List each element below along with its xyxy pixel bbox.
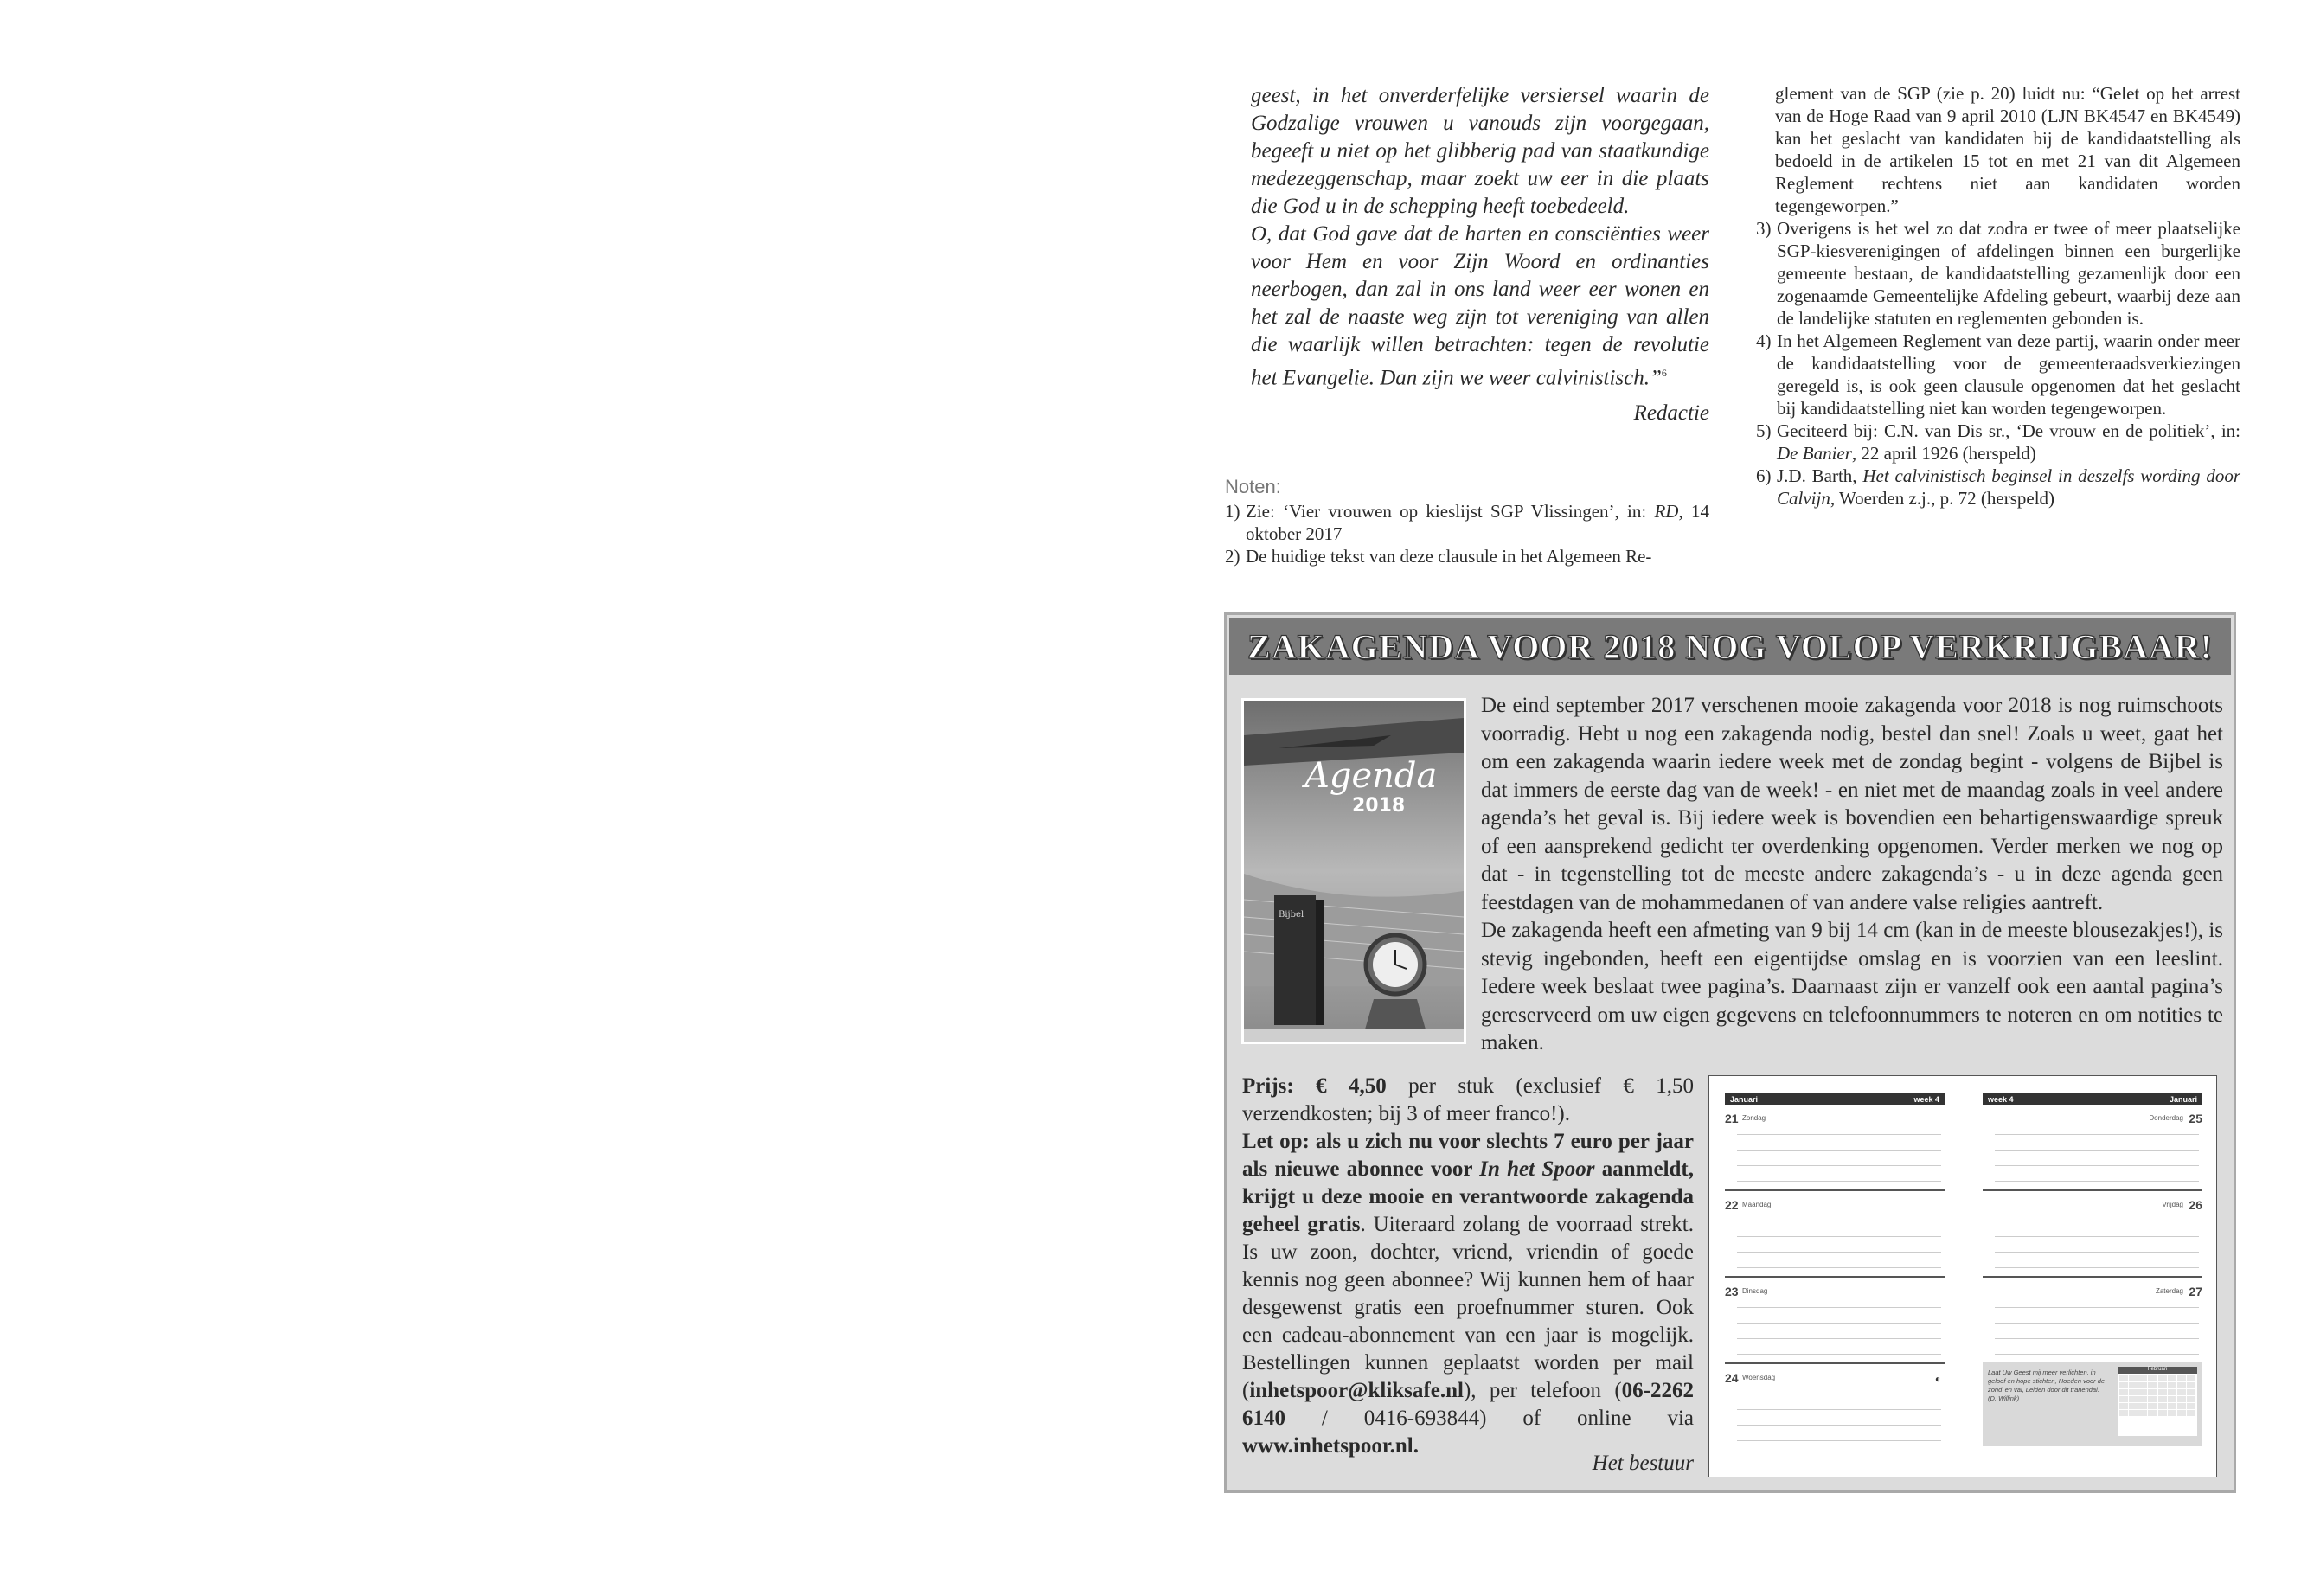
- ad-price: Prijs: € 4,50 per stuk (exclusief € 1,50 verzendkosten; bij 3 of meer franco!).: [1242, 1074, 1694, 1125]
- ad-title: ZAKAGENDA VOOR 2018 NOG VOLOP VERKRIJGBAAR!: [1247, 626, 2213, 666]
- ad-paragraph-2: De zakagenda heeft een afmeting van 9 bij 14 cm (kan in de meeste blousezakjes!), is stevig ingebonden, heeft een eigentijdse omslag en is voorzien van een leeslint. Iedere week beslaat twee pagina’s. Daarnaast zijn er vanzelf ook een aantal pagina’s gereserveerd om uw eigen gegevens en telefoonnummers te noteren en om notities te maken.: [1481, 919, 2223, 1054]
- ad-website[interactable]: www.inhetspoor.nl.: [1242, 1434, 1419, 1458]
- ad-phone: 06-2262 6140: [1242, 1379, 1694, 1430]
- spread-right-header: week 4 Januari: [1983, 1093, 2202, 1105]
- day-wednesday: 24 Woensdag ◐: [1725, 1364, 1945, 1449]
- ad-intro-text: [1481, 692, 2223, 1058]
- day-monday: 22 Maandag: [1725, 1191, 1945, 1278]
- cover-year: 2018: [1352, 795, 1406, 817]
- mini-calendar: [2118, 1367, 2197, 1436]
- note-6: 6) J.D. Barth, Het calvinistisch beginsel in deszelfs wording door Calvijn, Woerden z.j., p. 72 (herspeld): [1756, 465, 2240, 509]
- note-1: 1) Zie: ‘Vier vrouwen op kieslijst SGP Vlissingen’, in: RD, 14 oktober 2017: [1225, 501, 1710, 544]
- note-5: 5) Geciteerd bij: C.N. van Dis sr., ‘De vrouw en de politiek’, in: De Banier, 22 april 1926 (herspeld): [1756, 420, 2240, 464]
- notes-right: [1756, 82, 2240, 510]
- agenda-cover-image: [1241, 698, 1466, 1044]
- note-2-continuation: glement van de SGP (zie p. 20) luidt nu: “Gelet op het arrest van de Hoge Raad van 9 april 2010 (LJN BK4547 en BK4549) kan het geslacht van kandidaten bij de kandidaatstelling als bedoeld in de artikelen 15 tot en met 21 van dit Algemeen Reglement rechtens niet aan kandidaten worden tegengeworpen.”: [1775, 83, 2240, 216]
- day-friday: 26 Vrijdag: [1983, 1191, 2202, 1278]
- note-3: 3) Overigens is het wel zo dat zodra er twee of meer plaatselijke SGP-kiesverenigingen of afdelingen binnen een burgerlijke gemeente bestaan, de kandidaatstelling gezamenlijk door een zogenaamde Gemeentelijke Afdeling gebeurt, waarbij deze aan de landelijke statuten en reglementen gebonden is.: [1756, 218, 2240, 329]
- ad-offer: Let op: als u zich nu voor slechts 7 euro per jaar als nieuwe abonnee voor In het Spoor aanmeldt, krijgt u deze mooie en verantwoorde zakagenda geheel gratis. Uiteraard zolang de voorraad strekt. Is uw zoon, dochter, vriend, vriendin of goede kennis nog geen abonnee? Wij kunnen hem of haar desgewenst gratis een proefnummer sturen. Ook een cadeau-abonnement van een jaar is mogelijk. Bestellingen kunnen geplaatst worden per mail (inhetspoor@kliksafe.nl), per telefoon (06-2262 6140 / 0416-693844) of online via www.inhetspoor.nl.: [1242, 1130, 1694, 1458]
- note-4: 4) In het Algemeen Reglement van deze partij, waarin onder meer de kandidaatstelling voor de gemeenteraadsverkiezingen geregeld is, is ook geen clausule opgenomen dat het geslacht bij kandidaatstelling niet kan worden tegengeworpen.: [1756, 330, 2240, 419]
- footnote-ref: 6: [1661, 367, 1667, 379]
- ad-signature: Het bestuur: [1592, 1452, 1694, 1475]
- week-quote: Laat Uw Geest mij meer verlichten, in geloof en hope stichten, Hoeden voor de zond’ en val, Leiden door dit tranendal. (D. Willink): [1988, 1368, 2106, 1402]
- day-thursday: 25 Donderdag: [1983, 1105, 2202, 1191]
- notes-title: Noten:: [1225, 476, 1281, 497]
- notes-left: [1225, 476, 1709, 567]
- day-sunday: 21 Zondag: [1725, 1105, 1945, 1191]
- ad-email[interactable]: inhetspoor@kliksafe.nl: [1249, 1379, 1464, 1402]
- article-paragraph-1: geest, in het onverderfelijke versiersel waarin de Godzalige vrouwen u vanouds zijn voorgegaan, begeeft u niet op het glibberig pad van staatkundige medezeggenschap, maar zoekt uw eer in die plaats die God u in de schepping heeft toebedeeld.: [1251, 84, 1709, 218]
- article-paragraph-2: O, dat God gave dat de harten en consciënties weer voor Hem en voor Zijn Woord en ordinanties neerbogen, dan zal in ons land weer eer wonen en het zal de naaste weg zijn tot vereniging van allen die waarlijk willen betrachten: tegen de revolutie het Evangelie. Dan zijn we weer calvinistisch.”$^6$: [1251, 222, 1709, 390]
- day-saturday: 27 Zaterdag: [1983, 1278, 2202, 1364]
- week-quote-box: [1983, 1362, 2202, 1446]
- cover-title: Agenda: [1304, 756, 1438, 796]
- spread-left-header: Januari week 4: [1725, 1093, 1945, 1105]
- note-2: 2) De huidige tekst van deze clausule in het Algemeen Re-: [1225, 546, 1652, 567]
- article-signature: Redactie: [1633, 401, 1709, 425]
- spread-left-page: [1725, 1093, 1945, 1449]
- moon-phase-icon: ◐: [1934, 1373, 1941, 1385]
- cover-book-label: Bijbel: [1279, 910, 1304, 920]
- mini-calendar-grid: [2118, 1374, 2197, 1418]
- spread-right-page: [1983, 1093, 2202, 1364]
- agenda-spread-preview: [1708, 1075, 2217, 1477]
- ad-order-text: [1242, 1073, 1694, 1460]
- agenda-cover-illustration: [1244, 701, 1464, 1042]
- ad-header-bar: [1229, 618, 2231, 675]
- ad-paragraph-1: De eind september 2017 verschenen mooie zakagenda voor 2018 is nog ruimschoots voorradig. Hebt u nog een zakagenda nodig, bestel dan snel! Zoals u weet, gaat het om een zakagenda waarin iedere week met de zondag begint - volgens de Bijbel is dat immers de eerste dag van de week! - en niet met de maandag zoals in veel andere agenda’s het geval is. Bij iedere week is bovendien een behartigenswaardige spreuk of een aansprekend gedicht ter overdenking opgenomen. Verder merken we nog op dat - in tegenstelling tot de meeste andere zakagenda’s - u in deze agenda geen feestdagen van de mohammedanen of van andere valse religies aantreft.: [1481, 694, 2223, 914]
- mini-calendar-title: Februari: [2118, 1367, 2197, 1374]
- day-tuesday: 23 Dinsdag: [1725, 1278, 1945, 1364]
- article-left-column: [1251, 82, 1709, 392]
